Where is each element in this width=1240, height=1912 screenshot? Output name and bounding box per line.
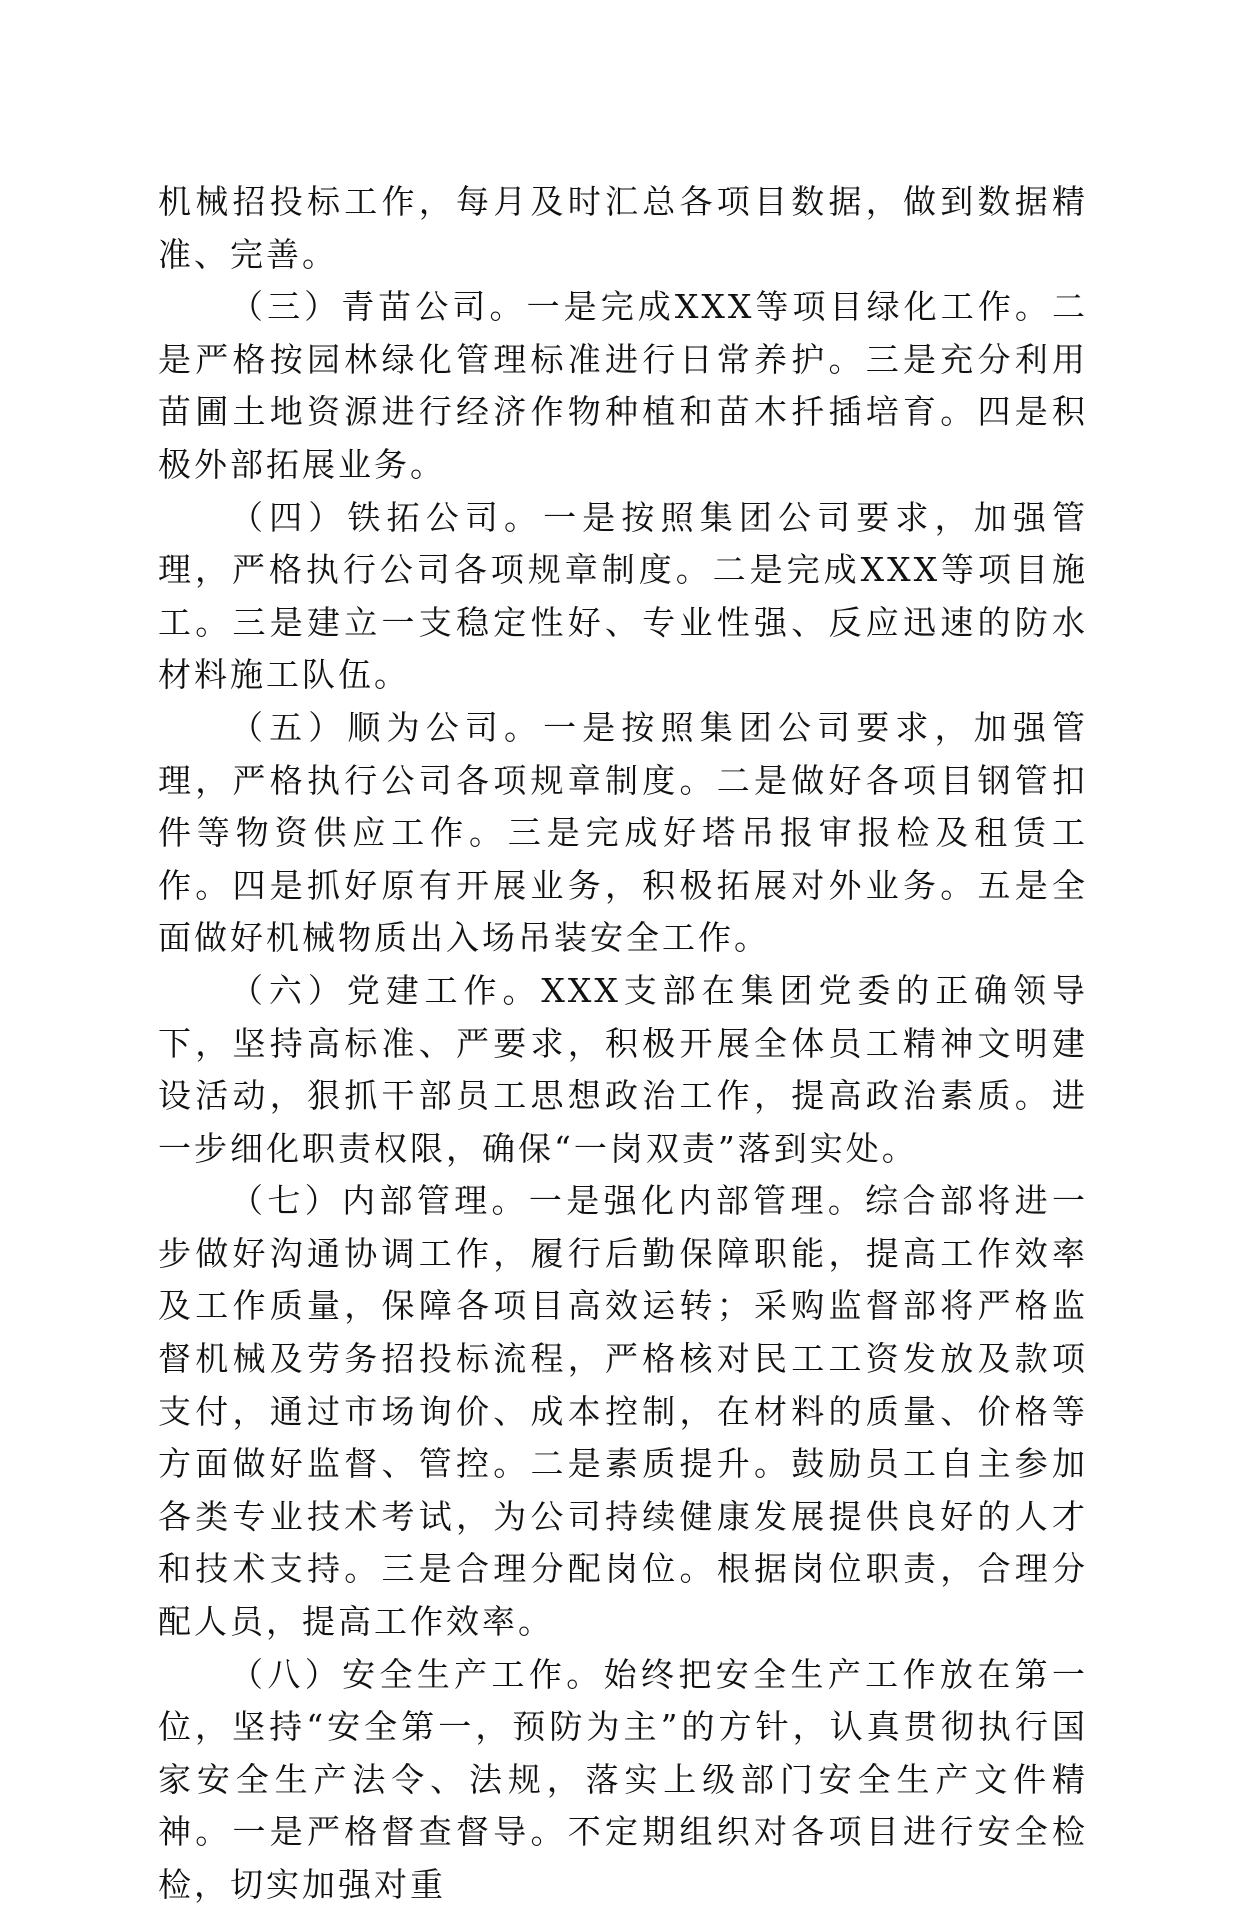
paragraph-shunwei-company: （五）顺为公司。一是按照集团公司要求，加强管理，严格执行公司各项规章制度。二是做好各项目钢管扣件等物资供应工作。三是完成好塔吊报审报检及租赁工作。四是抓好原有开展业务，积极拓展对外业务。五是全面做好机械物质出入场吊装安全工作。: [158, 707, 1088, 958]
paragraph-tietuo-company: （四）铁拓公司。一是按照集团公司要求，加强管理，严格执行公司各项规章制度。二是完成XXX等项目施工。三是建立一支稳定性好、专业性强、反应迅速的防水材料施工队伍。: [158, 497, 1088, 695]
paragraph-safety-production: （八）安全生产工作。始终把安全生产工作放在第一位，坚持“安全第一，预防为主”的方针，认真贯彻执行国家安全生产法令、法规，落实上级部门安全生产文件精神。一是严格督查督导。不定期组织对各项目进行安全检检，切实加强对重: [158, 1654, 1088, 1904]
paragraph-continuation: 机械招投标工作，每月及时汇总各项目数据，做到数据精准、完善。: [158, 182, 1088, 274]
paragraph-qingmiao-company: （三）青苗公司。一是完成XXX等项目绿化工作。二是严格按园林绿化管理标准进行日常养护。三是充分利用苗圃土地资源进行经济作物种植和苗木扦插培育。四是积极外部拓展业务。: [158, 287, 1088, 484]
paragraph-internal-management: （七）内部管理。一是强化内部管理。综合部将进一步做好沟通协调工作，履行后勤保障职能，提高工作效率及工作质量，保障各项目高效运转；采购监督部将严格监督机械及劳务招投标流程，严格核对民工工资发放及款项支付，通过市场询价、成本控制，在材料的质量、价格等方面做好监督、管控。二是素质提升。鼓励员工自主参加各类专业技术考试，为公司持续健康发展提供良好的人才和技术支持。三是合理分配岗位。根据岗位职责，合理分配人员，提高工作效率。: [158, 1181, 1088, 1642]
paragraph-party-building: （六）党建工作。XXX支部在集团党委的正确领导下，坚持高标准、严要求，积极开展全体员工精神文明建设活动，狠抓干部员工思想政治工作，提高政治素质。进一步细化职责权限，确保“一岗双责”落到实处。: [158, 970, 1088, 1168]
document-body: [158, 176, 1088, 1912]
